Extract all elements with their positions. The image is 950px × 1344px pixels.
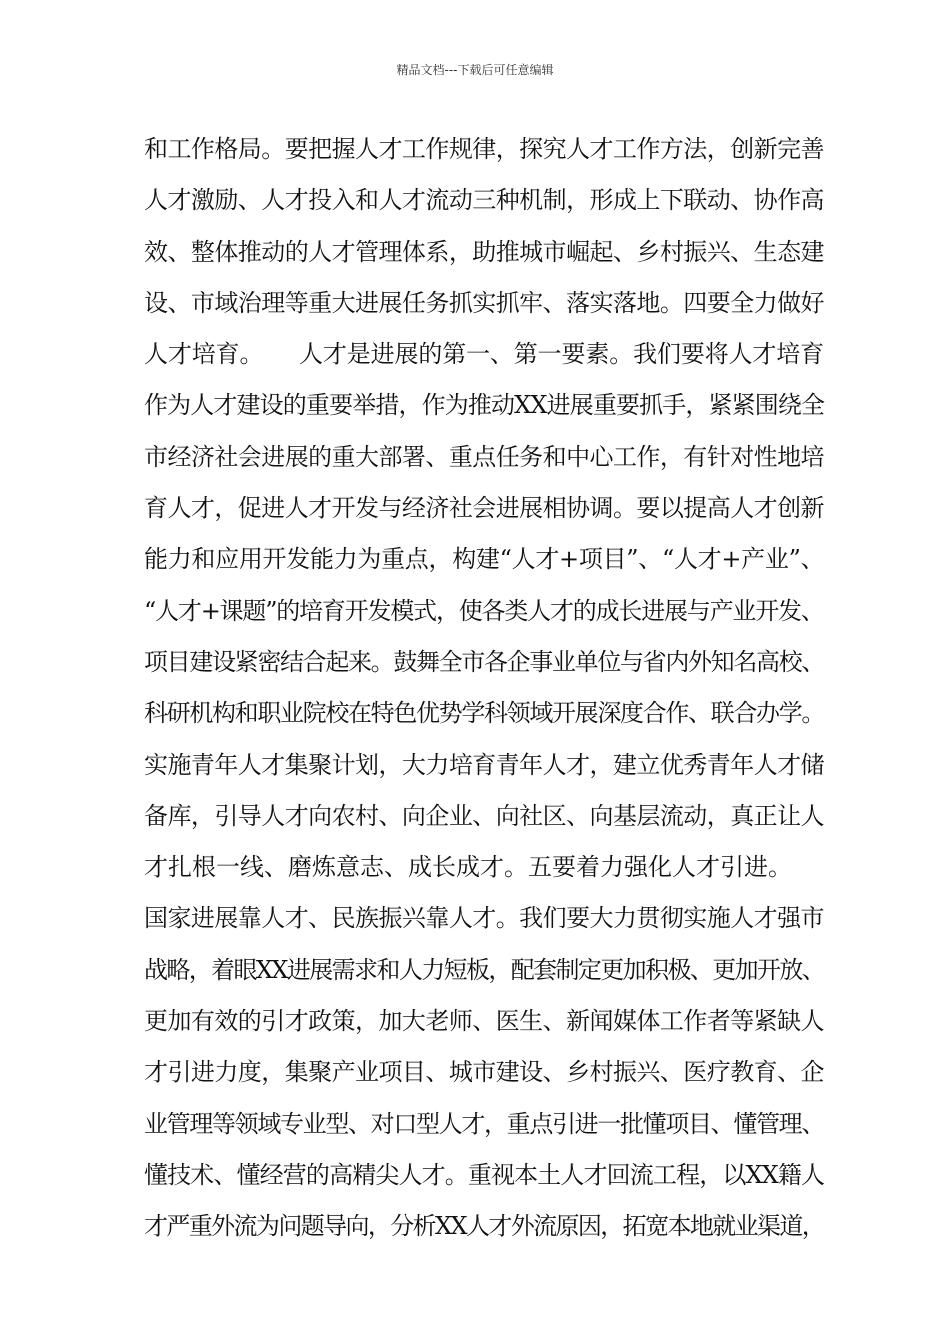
text-line: 人才培育。 人才是进展的第一、第一要素。我们要将人才培育	[144, 340, 824, 369]
text-line: 国家进展靠人才、民族振兴靠人才。我们要大力贯彻实施人才强市	[144, 904, 824, 933]
text-line: 备库，引导人才向农村、向企业、向社区、向基层流动，真正让人	[144, 801, 824, 830]
document-body	[144, 124, 824, 1253]
text-line: 效、整体推动的人才管理体系，助推城市崛起、乡村振兴、生态建	[144, 237, 824, 266]
page-header: 精品文档---下载后可任意编辑	[396, 63, 554, 77]
text-line: 才严重外流为问题导向，分析XX人才外流原因，拓宽本地就业渠道，	[144, 1212, 825, 1241]
text-line: 作为人才建设的重要举措，作为推动XX进展重要抓手，紧紧围绕全	[144, 391, 825, 420]
text-line: 战略，着眼XX进展需求和人力短板，配套制定更加积极、更加开放、	[144, 955, 825, 984]
text-line: 更加有效的引才政策，加大老师、医生、新闻媒体工作者等紧缺人	[144, 1007, 824, 1036]
text-line: 实施青年人才集聚计划，大力培育青年人才，建立优秀青年人才储	[144, 750, 824, 779]
text-line: 市经济社会进展的重大部署、重点任务和中心工作，有针对性地培	[144, 442, 824, 471]
text-line: 人才激励、人才投入和人才流动三种机制，形成上下联动、协作高	[144, 186, 824, 215]
text-line: 才引进力度，集聚产业项目、城市建设、乡村振兴、医疗教育、企	[144, 1058, 824, 1087]
text-line: 懂技术、懂经营的高精尖人才。重视本土人才回流工程，以XX籍人	[144, 1160, 825, 1189]
text-line: 设、市域治理等重大进展任务抓实抓牢、落实落地。四要全力做好	[144, 288, 824, 317]
text-line: 育人才，促进人才开发与经济社会进展相协调。要以提高人才创新	[144, 494, 824, 523]
text-line: 才扎根一线、磨炼意志、成长成才。五要着力强化人才引进。	[144, 853, 792, 882]
text-line: 科研机构和职业院校在特色优势学科领域开展深度合作、联合办学。	[144, 699, 824, 728]
text-line: 业管理等领域专业型、对口型人才，重点引进一批懂项目、懂管理、	[144, 1109, 824, 1138]
text-line: 和工作格局。要把握人才工作规律，探究人才工作方法，创新完善	[144, 135, 824, 163]
text-line: 能力和应用开发能力为重点，构建“人才+项目”、“人才+产业”、	[144, 545, 825, 574]
text-line: “人才+课题”的培育开发模式，使各类人才的成长进展与产业开发、	[144, 596, 824, 625]
text-line: 项目建设紧密结合起来。鼓舞全市各企事业单位与省内外知名高校、	[144, 647, 824, 676]
